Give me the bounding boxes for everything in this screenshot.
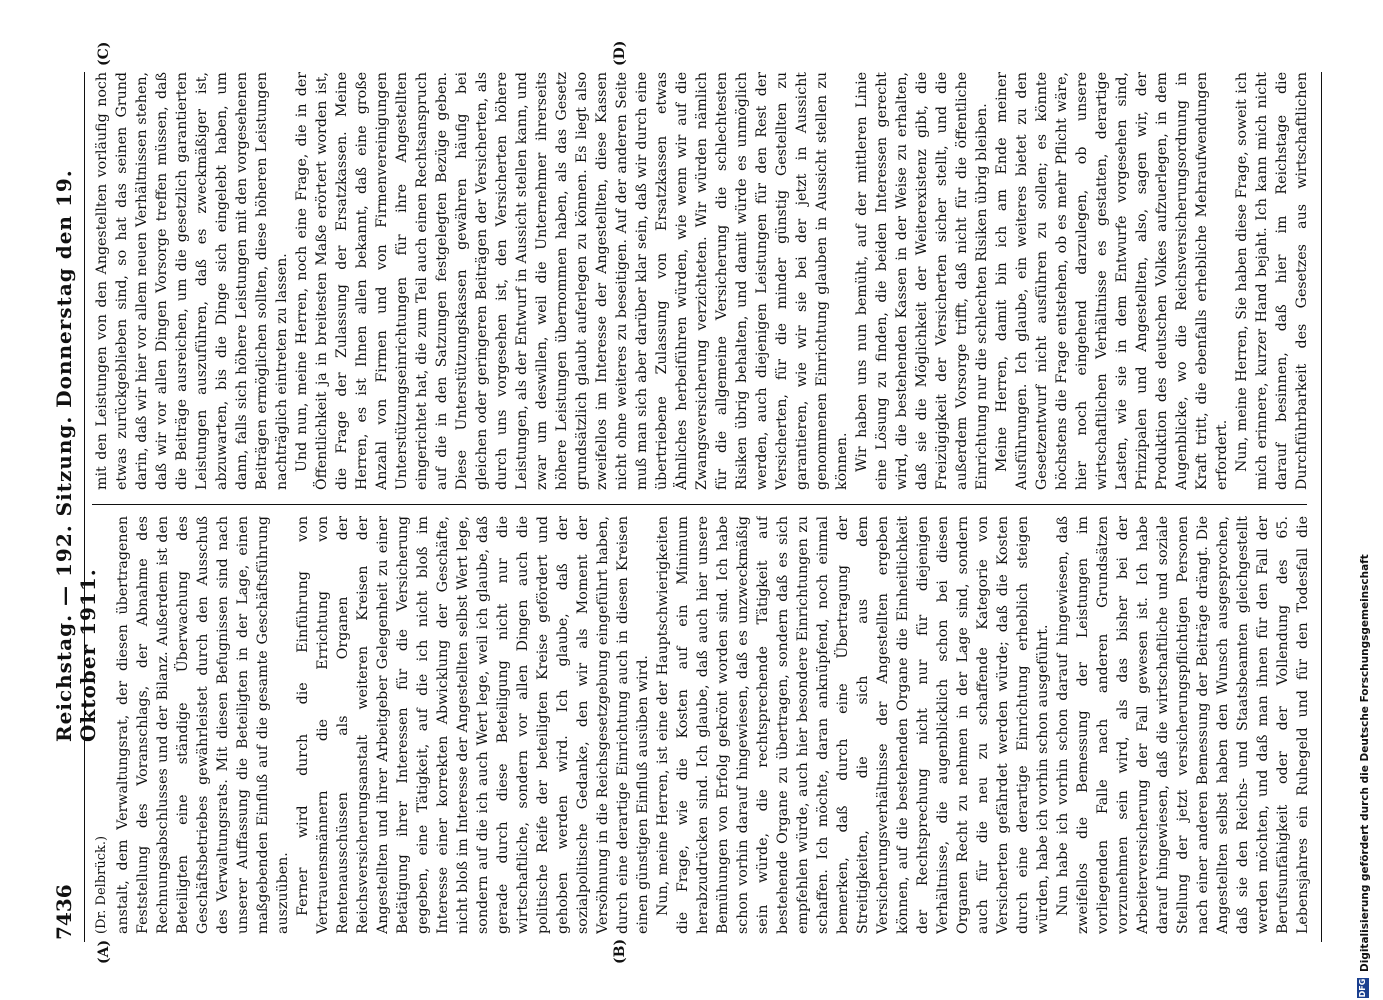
paragraph: Nun, meine Herren, ist eine der Hauptschwierigkeiten die Frage, wie die Kosten auf ein Minimum herabzudrücken sind. Ich glaube, daß auch hier unsere Bemühungen von Erfolg gekrönt worden sind. Ich habe schon vorhin darauf hingewiesen, daß es unzweckmäßig sein würde, die rechtsprechende Tätigkeit auf bestehende Organe zu übertragen, sondern daß es sich empfehlen würde, auch hier besondere Einrichtungen zu schaffen. Ich möchte, daran anknüpfend, noch einmal bemerken, daß durch eine Übertragung der Streitigkeiten, die sich aus dem Versicherungsverhältnisse der Angestellten ergeben können, auf die bestehenden Organe die Einheitlichkeit der Rechtsprechung nicht nur für diejenigen Verhältnisse, die augenblicklich schon bei diesen Organen Recht zu nehmen in der Lage sind, sondern auch für die neu zu schaffende Kategorie von Versicherten gefährdet werden würde; daß die Kosten durch eine derartige Einrichtung erheblich steigen würden, habe ich vorhin schon ausgeführt. [655, 516, 1051, 934]
paragraph: Nun, meine Herren, Sie haben diese Frage, soweit ich mich erinnere, kurzer Hand bejaht. Ich kann mich nicht darauf besinnen, daß hier im Reichstage die Durchführbarkeit des Gesetzes aus wirtschaftlichen [1234, 72, 1310, 490]
document-page [52, 40, 1322, 964]
paragraph: Nun habe ich vorhin schon darauf hingewiesen, daß zweifellos die Bemessung der Leistungen im vorliegenden Falle nach anderen Grundsätzen vorzunehmen sein wird, als das bisher bei der Arbeiterversicherung der Fall gewesen ist. Ich habe darauf hingewiesen, daß die wirtschaftliche und soziale Stellung der jetzt versicherungspflichtigen Personen nach einer anderen Bemessung der Beiträge drängt. Die Angestellten selbst haben den Wunsch ausgesprochen, daß sie den Reichs- und Staatsbeamten gleichgestellt werden möchten, und daß man ihnen für den Fall der Berufsunfähigkeit oder der Vollendung des 65. Lebensjahres ein Ruhegeld und für den Todesfall die [1055, 516, 1311, 934]
digitization-credit [1357, 0, 1375, 1000]
paragraph: Und nun, meine Herren, noch eine Frage, die in der Öffentlichkeit ja in breitesten Maße erörtert worden ist, die Frage der Zulassung der Ersatzkassen. Meine Herren, es ist Ihnen allen bekannt, daß eine große Anzahl von Firmen und von Firmenvereinigungen Unterstützungseinrichtungen für ihre Angestellten eingerichtet hat, die zum Teil auch einen Rechtsanspruch auf die in den Satzungen festgelegten Bezüge geben. Diese Unterstützungskassen gewähren häufig bei gleichen oder geringeren Beiträgen der Versicherten, als durch uns vorgesehen ist, den Versicherten höhere Leistungen, als der Entwurf in Aussicht stellen kann, und zwar um deswillen, weil die Unternehmer ihrerseits höhere Leistungen übernommen haben, als das Gesetz grundsätzlich glaubt auferlegen zu können. Es liegt also zweifellos im Interesse der Angestellten, diese Kassen nicht ohne weiteres zu beseitigen. Auf der anderen Seite muß man sich aber darüber klar sein, daß wir durch eine übertriebene Zulassung von Ersatzkassen etwas Ähnliches herbeiführen würden, wie wenn wir auf die Zwangsversicherung verzichteten. Wir würden nämlich für die allgemeine Versicherung die schlechtesten Risiken übrig behalten, und damit würde es unmöglich werden, auch diejenigen Leistungen für den Rest der Versicherten, für die minder günstig Gestellten zu garantieren, wie wir sie bei der jetzt in Aussicht genommenen Einrichtung glauben in Aussicht stellen zu können. [294, 72, 850, 490]
footer-rule [1321, 72, 1322, 942]
paragraph: anstalt, dem Verwaltungsrat, der diesen übertragenen Feststellung des Voranschlags, der Abnahme des Rechnungsabschlusses und der Bilanz. Außerdem ist den Beteiligten eine ständige Überwachung des Geschäftsbetriebes gewährleistet durch den Ausschuß des Verwaltungsrats. Mit diesen Befugnissen sind nach unserer Auffassung die Beteiligten in der Lage, einen maßgebenden Einfluß auf die gesamte Geschäftsführung auszuüben. [115, 516, 291, 934]
dfg-logo: DFG [1358, 978, 1367, 998]
header-rule [84, 72, 85, 942]
paragraph: Wir haben uns nun bemüht, auf der mittleren Linie eine Lösung zu finden, die beiden Interessen gerecht wird, die bestehenden Kassen in der Weise zu erhalten, daß sie die Möglichkeit der Weiterexistenz gibt, die Freizügigkeit der Versicherten sicher stellt, und die außerdem Vorsorge trifft, daß nicht für die öffentliche Einrichtung nur die schlechten Risiken übrig bleiben. [854, 72, 990, 490]
margin-marker-a: (A) [96, 939, 112, 964]
digitization-credit-text: Digitalisierung gefördert durch die Deutsche Forschungsgemeinschaft [1359, 554, 1371, 972]
paragraph: mit den Leistungen von den Angestellten vorläufig noch etwas zurückgeblieben sind, so hat das seinen Grund darin, daß wir hier vor allem neuen Verhältnissen stehen, daß wir vor allen Dingen Vorsorge treffen müssen, daß die Beiträge ausreichen, um die gesetzlich garantierten Leistungen auszuführen, daß es zweckmäßiger ist, abzuwarten, bis die Dinge sich eingelebt haben, um dann, falls sich höhere Leistungen mit den vorgesehenen Beiträgen ermöglichen sollten, diese höheren Leistungen nachträglich eintreten zu lassen. [94, 72, 290, 490]
paragraph: Ferner wird durch die Einführung von Vertrauensmännern die Errichtung von Rentenausschüssen als Organen der Reichsversicherungsanstalt weiteren Kreisen der Angestellten und ihrer Arbeitgeber Gelegenheit zu einer Betätigung ihrer Interessen für die Versicherung gegeben, eine Tätigkeit, auf die ich nicht bloß im Interesse einer korrekten Abwicklung der Geschäfte, nicht bloß im Interesse der Angestellten selbst Wert lege, sondern auf die ich auch Wert lege, weil ich glaube, daß gerade durch diese Beteiligung nicht nur die wirtschaftliche, sondern vor allen Dingen auch die politische Reife der beteiligten Kreise gefördert und gehoben werden wird. Ich glaube, daß der sozialpolitische Gedanke, den wir als Moment der Versöhnung in die Reichsgesetzgebung eingeführt haben, durch eine derartige Einrichtung auch in diesen Kreisen einen günstigen Einfluß ausüben wird. [295, 516, 651, 934]
paragraph: Meine Herren, damit bin ich am Ende meiner Ausführungen. Ich glaube, ein weiteres bietet zu den Gesetzentwurf nicht ausführen zu sollen; es könnte höchstens die Frage entstehen, ob es mehr Pflicht wäre, hier noch eingehend darzulegen, ob unsere wirtschaftlichen Verhältnisse es gestatten, derartige Lasten, wie sie in dem Entwurfe vorgesehen sind, Prinzipalen und Angestellten, also, sagen wir, der Produktion des deutschen Volkes aufzuerlegen, in dem Augenblicke, wo die Reichsversicherungsordnung in Kraft tritt, die ebenfalls erhebliche Mehraufwendungen erfordert. [994, 72, 1230, 490]
margin-marker-d: (D) [612, 40, 628, 66]
margin-marker-b: (B) [612, 938, 628, 964]
page-number: 7436 [52, 884, 76, 940]
speaker-name: (Dr. Delbrück.) [94, 835, 109, 934]
left-column [92, 516, 1312, 934]
running-head: Reichstag. — 192. Sitzung. Donnerstag den 19. Oktober 1911. [52, 169, 100, 742]
margin-marker-c: (C) [96, 41, 112, 66]
right-column [92, 72, 1312, 490]
column-divider [92, 504, 1307, 505]
page-header [52, 72, 100, 942]
